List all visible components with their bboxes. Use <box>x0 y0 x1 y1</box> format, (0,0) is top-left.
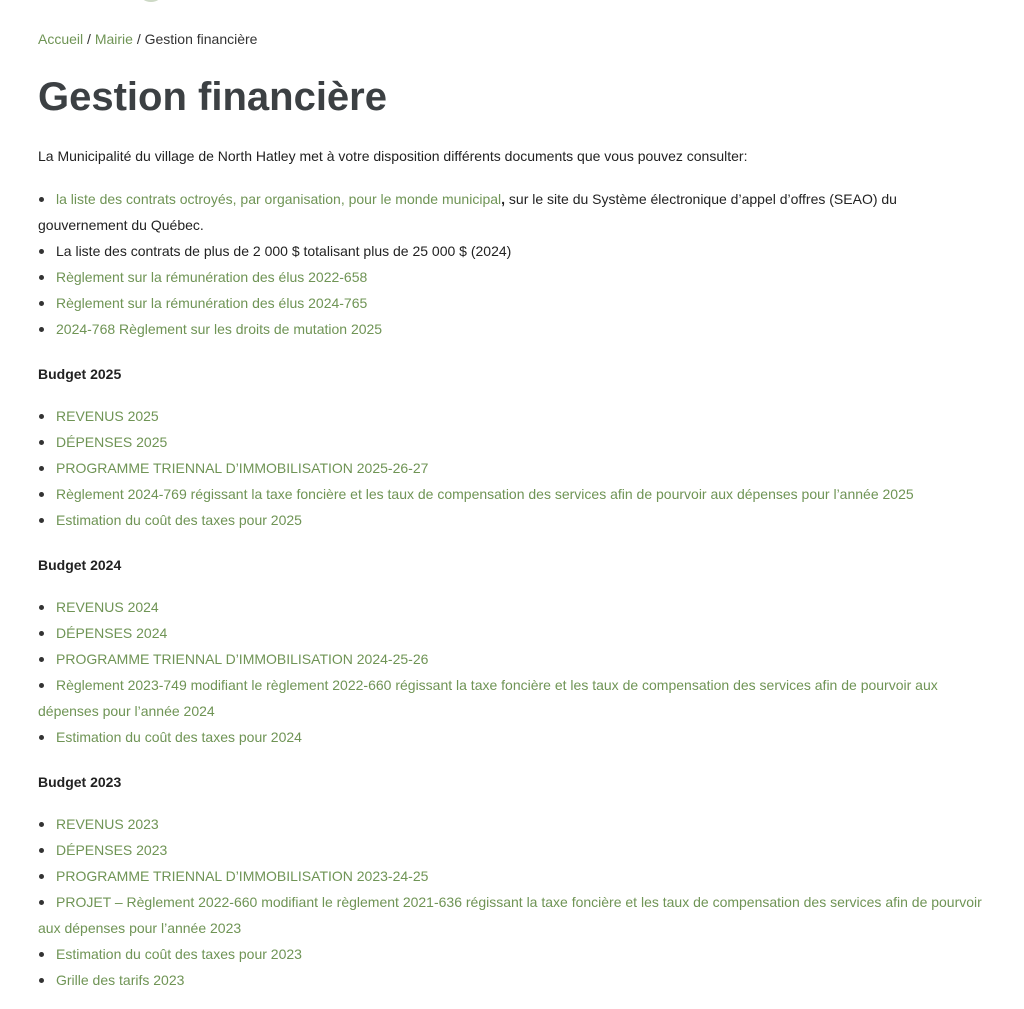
list-item <box>38 507 983 533</box>
bullet <box>39 249 44 254</box>
list-item <box>38 403 983 429</box>
bullet <box>39 301 44 306</box>
list-item <box>38 238 983 264</box>
list-item <box>38 941 983 967</box>
budget-link[interactable]: Estimation du coût des taxes pour 2025 <box>56 512 302 528</box>
contracts-text: La liste des contrats de plus de 2 000 $ totalisant plus de 25 000 $ (2024) <box>56 243 512 259</box>
documents-list <box>38 186 983 342</box>
list-item <box>38 290 983 316</box>
bullet <box>39 275 44 280</box>
bullet <box>39 440 44 445</box>
budget-2024-heading: Budget 2024 <box>38 557 122 573</box>
list-item <box>38 889 983 941</box>
breadcrumb-separator: / <box>132 31 145 47</box>
budget-link[interactable]: PROGRAMME TRIENNAL D’IMMOBILISATION 2024-25-26 <box>56 651 429 667</box>
bullet <box>39 466 44 471</box>
logo-fragment <box>140 0 162 2</box>
breadcrumb-mairie[interactable]: Mairie <box>94 31 133 47</box>
list-item <box>38 455 983 481</box>
bullet <box>39 822 44 827</box>
budget-link[interactable]: PROJET – Règlement 2022-660 modifiant le règlement 2021-636 régissant la taxe foncière et les taux de compensation des services afin de pourvoir aux dépenses pour l’année 2023 <box>38 894 982 936</box>
list-item <box>38 264 983 290</box>
bullet <box>39 657 44 662</box>
budget-2023-list <box>38 811 983 993</box>
list-item <box>38 811 983 837</box>
bullet <box>39 492 44 497</box>
bullet <box>39 978 44 983</box>
list-item <box>38 646 983 672</box>
list-item <box>38 724 983 750</box>
bullet <box>39 735 44 740</box>
budget-link[interactable]: DÉPENSES 2023 <box>56 842 168 858</box>
document-link[interactable]: 2024-768 Règlement sur les droits de mutation 2025 <box>56 321 383 337</box>
budget-link[interactable]: REVENUS 2025 <box>56 408 159 424</box>
list-item <box>38 429 983 455</box>
budget-link[interactable]: PROGRAMME TRIENNAL D’IMMOBILISATION 2023-24-25 <box>56 868 429 884</box>
budget-link[interactable]: Estimation du coût des taxes pour 2024 <box>56 729 302 745</box>
budget-link[interactable]: REVENUS 2024 <box>56 599 159 615</box>
page-title: Gestion financière <box>38 75 387 119</box>
bullet <box>39 874 44 879</box>
list-item <box>38 837 983 863</box>
list-item <box>38 481 983 507</box>
budget-link[interactable]: PROGRAMME TRIENNAL D’IMMOBILISATION 2025-26-27 <box>56 460 429 476</box>
breadcrumb-separator: / <box>83 31 95 47</box>
list-item <box>38 863 983 889</box>
bullet <box>39 327 44 332</box>
list-item <box>38 620 983 646</box>
bullet <box>39 631 44 636</box>
list-item <box>38 186 983 238</box>
seao-comma: , <box>501 191 506 207</box>
seao-link[interactable]: la liste des contrats octroyés, par organisation, pour le monde municipal <box>56 191 502 207</box>
intro-text: La Municipalité du village de North Hatley met à votre disposition différents documents que vous pouvez consulter: <box>38 148 748 164</box>
list-item <box>38 967 983 993</box>
list-item <box>38 316 983 342</box>
breadcrumb <box>38 30 257 48</box>
breadcrumb-accueil[interactable]: Accueil <box>38 31 84 47</box>
budget-2023-heading: Budget 2023 <box>38 774 122 790</box>
budget-link[interactable]: Règlement 2023-749 modifiant le règlement 2022-660 régissant la taxe foncière et les taux de compensation des services afin de pourvoir aux dépenses pour l’année 2024 <box>38 677 938 719</box>
bullet <box>39 683 44 688</box>
bullet <box>39 952 44 957</box>
bullet <box>39 848 44 853</box>
budget-link[interactable]: Grille des tarifs 2023 <box>56 972 185 988</box>
bullet <box>39 900 44 905</box>
budget-link[interactable]: REVENUS 2023 <box>56 816 159 832</box>
budget-link[interactable]: DÉPENSES 2025 <box>56 434 168 450</box>
budget-2024-list <box>38 594 983 750</box>
list-item <box>38 594 983 620</box>
breadcrumb-current: Gestion financière <box>144 31 258 47</box>
bullet <box>39 414 44 419</box>
bullet <box>39 518 44 523</box>
budget-link[interactable]: Estimation du coût des taxes pour 2023 <box>56 946 302 962</box>
budget-2025-heading: Budget 2025 <box>38 366 122 382</box>
bullet <box>39 197 44 202</box>
list-item <box>38 672 983 724</box>
bullet <box>39 605 44 610</box>
budget-link[interactable]: Règlement 2024-769 régissant la taxe foncière et les taux de compensation des services afin de pourvoir aux dépenses pour l’année 2025 <box>56 486 914 502</box>
document-link[interactable]: Règlement sur la rémunération des élus 2022-658 <box>56 269 368 285</box>
seao-suffix: sur le site du Système électronique d’appel d’offres (SEAO) du gouvernement du Québec. <box>38 191 897 233</box>
budget-2025-list <box>38 403 983 533</box>
budget-link[interactable]: DÉPENSES 2024 <box>56 625 168 641</box>
document-link[interactable]: Règlement sur la rémunération des élus 2024-765 <box>56 295 368 311</box>
